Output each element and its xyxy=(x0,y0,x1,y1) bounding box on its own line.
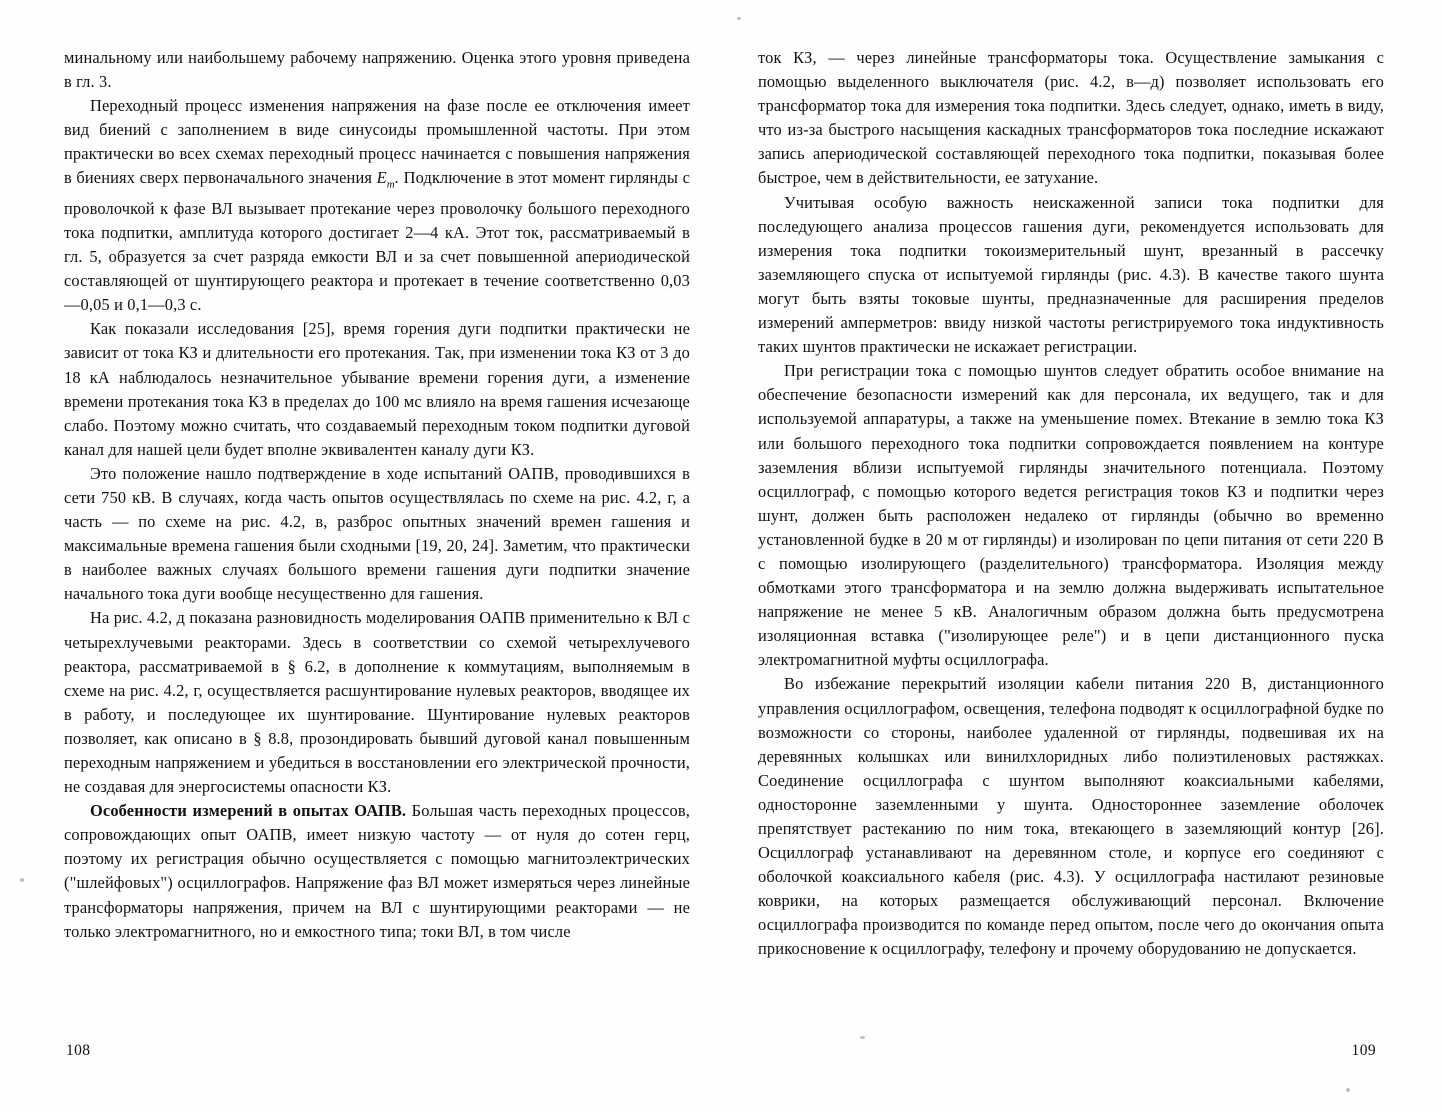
paragraph: Учитывая особую важность неискаженной записи тока подпитки для последующего анализа процессов гашения дуги, рекомендуется использовать для измерения тока подпитки токоизмерительный шунт, врезанный в рассечку заземляющего спуска от испытуемой гирлянды (рис. 4.3). В качестве такого шунта могут быть взяты токовые шунты, предназначенные для расширения пределов измерений амперметров: ввиду низкой частоты регистрируемого тока индуктивность таких шунтов практически не искажает регистрации. xyxy=(758,192,1384,357)
page-columns xyxy=(64,46,1384,962)
scan-speck xyxy=(737,17,741,20)
scan-speck xyxy=(860,1036,865,1039)
right-column xyxy=(758,46,1384,962)
scan-speck xyxy=(1346,1088,1350,1092)
paragraph: Во избежание перекрытий изоляции кабели питания 220 В, дистанционного управления осциллографом, освещения, телефона подводят к осциллографной будке по возможности со стороны, наиболее удаленной от гирлянды, подвешивая их на деревянных колышках или винилхлоридных либо полиэтиленовых растяжках. Соединение осциллографа с шунтом выполняют коаксиальными кабелями, односторонне заземленными у шунта. Одностороннее заземление оболочек препятствует растеканию по ним тока, втекающего в заземляющий контур [26]. Осциллограф устанавливают на деревянном столе, и корпусе его соединяют с оболочкой коаксиального кабеля (рис. 4.3). У осциллографа настилают резиновые коврики, на которых размещается обслуживающий персонал. Включение осциллографа производится по команде перед опытом, после чего до окончания опыта прикосновение к осциллографу, телефону и прочему оборудованию не допускается. xyxy=(758,674,1384,959)
paragraph-text: Большая часть переходных процессов, сопровождающих опыт ОАПВ, имеет низкую частоту — от нуля до сотен герц, поэтому их регистрация обычно осуществляется с помощью магнитоэлектрических ("шлейфовых") осциллографов. Напряжение фаз ВЛ может измеряться через линейные трансформаторы напряжения, причем на ВЛ с шунтирующими реакторами — не только электромагнитного, но и емкостного типа; токи ВЛ, в том числе xyxy=(64,801,690,941)
page-number-right: 109 xyxy=(1351,1042,1376,1059)
run-in-heading: Особенности измерений в опытах ОАПВ. xyxy=(90,801,407,821)
paragraph: На рис. 4.2, д показана разновидность моделирования ОАПВ применительно к ВЛ с четырехлучевыми реакторами. Здесь в соответствии со схемой четырехлучевого реактора, рассматриваемой в § 6.2, в дополнение к коммутациям, выполняемым в схеме на рис. 4.2, г, осуществляется расшунтирование нулевых реакторов, вводящее их в работу, и последующее их шунтирование. Шунтирование нулевых реакторов позволяет, как описано в § 8.8, прозондировать бывший дуговой канал повышенным переходным напряжением и убедиться в восстановлении его электрической прочности, не создавая для энергосистемы опасности КЗ. xyxy=(64,608,690,797)
scan-speck xyxy=(20,878,24,882)
left-column xyxy=(64,46,690,962)
paragraph: Это положение нашло подтверждение в ходе испытаний ОАПВ, проводившихся в сети 750 кВ. В случаях, когда часть опытов осуществлялась по схеме на рис. 4.2, г, а часть — по схеме на рис. 4.2, в, разброс опытных значений времен гашения и максимальные времена гашения были сходными [19, 20, 24]. Заметим, что практически в наиболее важных случаях большого времени гашения дуги подпитки значение начального тока дуги вообще несущественно для гашения. xyxy=(64,463,690,604)
paragraph-tail-text: Подключение в этот момент гирлянды с проволочкой к фазе ВЛ вызывает протекание через проволочку большого переходного тока подпитки, амплитуда которого достигает 2—4 кА. Этот ток, рассматриваемый в гл. 5, образуется за счет разряда емкости ВЛ и за счет повышенной апериодической составляющей от шунтирующего реактора и протекает в течение соответственно 0,03—0,05 и 0,1—0,3 с. xyxy=(64,168,690,315)
paragraph: При регистрации тока с помощью шунтов следует обратить особое внимание на обеспечение безопасности измерений как для персонала, их ведущего, так и для используемой аппаратуры, а также на уменьшение помех. Втекание в землю тока КЗ или большого переходного тока подпитки сопровождается появлением на контуре заземления вблизи испытуемой гирлянды значительного потенциала. Поэтому осциллограф, с помощью которого ведется регистрация токов КЗ и подпитки через шунт, должен быть расположен недалеко от гирлянды (обычно во временно установленной будке в 20 м от гирлянды) и изолирован по цепи питания от сети 220 В с помощью изолирующего (разделительного) трансформатора. Изоляция между обмотками этого трансформатора и на землю должна выдерживать испытательное напряжение не менее 5 кВ. Аналогичным образом должна быть предусмотрена изоляционная вставка ("изолирующее реле") и в цепи дистанционного пуска электромагнитной муфты осциллографа. xyxy=(758,361,1384,670)
paragraph: ток КЗ, — через линейные трансформаторы тока. Осуществление замыкания с помощью выделенного выключателя (рис. 4.2, в—д) позволяет использовать его трансформатор тока для измерения тока подпитки. Здесь следует, однако, иметь в виду, что из-за быстрого насыщения каскадных трансформаторов тока последние искажают запись апериодической составляющей переходного тока подпитки, показывая более быстрое, чем в действительности, ее затухание. xyxy=(758,48,1384,188)
paragraph-lead-text: Переходный процесс изменения напряжения на фазе после ее отключения имеет вид биений с заполнением в виде синусоиды промышленной частоты. При этом практически во всех схемах переходный процесс начинается с повышения напряжения в биениях сверх первоначального значения xyxy=(64,96,690,188)
paragraph: минальному или наибольшему рабочему напряжению. Оценка этого уровня приведена в гл. 3. xyxy=(64,48,690,92)
paragraph-with-heading xyxy=(64,799,690,944)
formula-Em: $E_m$. xyxy=(376,168,400,191)
paragraph-with-formula xyxy=(64,94,690,317)
paragraph: Как показали исследования [25], время горения дуги подпитки практически не зависит от тока КЗ и длительности его протекания. Так, при изменении тока КЗ от 3 до 18 кА наблюдалось незначительное убывание времени горения дуги, а изменение времени протекания тока КЗ в пределах до 100 мс влияло на время гашения исчезающе слабо. Поэтому можно считать, что создаваемый переходным током подпитки дуговой канал для нашей цели будет вполне эквивалентен каналу дуги КЗ. xyxy=(64,319,690,459)
page-number-left: 108 xyxy=(66,1042,91,1059)
